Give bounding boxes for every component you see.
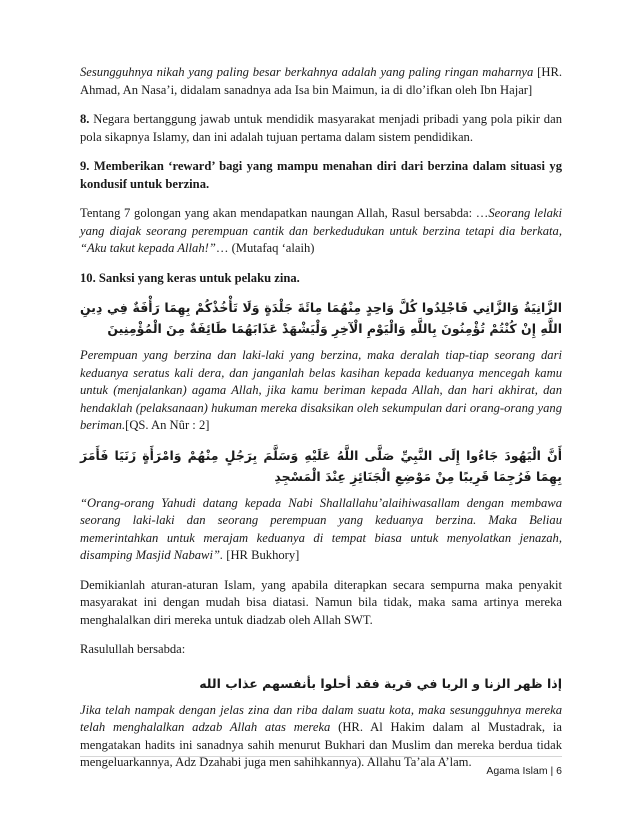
hadith-reference: … (Mutafaq ‘alaih) <box>215 241 315 255</box>
paragraph-verse-translation <box>80 347 562 435</box>
heading-point-9: 9. Memberikan ‘reward’ bagi yang mampu menahan diri dari berzina dalam situasi yg kondusif untuk berzina. <box>80 159 562 191</box>
arabic-hadith-rajam: أَنَّ الْيَهُودَ جَاءُوا إِلَى النَّبِيِّ صَلَّى اللَّهُ عَلَيْهِ وَسَلَّمَ بِرَجُلٍ مِنْهُمْ وَامْرَأَةٍ زَنَيَا فَأَمَرَ بِهِمَا فَرُجِمَا قَرِيبًا مِنْ مَوْضِعِ الْجَنَائِزِ عِنْدَ الْمَسْجِدِ <box>80 447 562 484</box>
hadith-quote: Seorang lelaki yang diajak seorang perempuan cantik dan berkedudukan untuk berzina tetapi dia berkata, “Aku takut kepada Allah!” <box>80 206 562 255</box>
heading-point-10: 10. Sanksi yang keras untuk pelaku zina. <box>80 270 300 285</box>
paragraph-point-8 <box>80 111 562 146</box>
hadith-reference: [HR Bukhory] <box>223 548 300 562</box>
hadith-translation: Sesungguhnya nikah yang paling besar berkahnya adalah yang paling ringan maharnya <box>80 65 534 79</box>
paragraph-conclusion: Demikianlah aturan-aturan Islam, yang apabila diterapkan secara sempurna maka penyakit masyarakat ini dengan mudah bisa diatasi. Namun bila tidak, maka sama artinya mereka menghalalkan diri mereka untuk diadzab oleh Allah SWT. <box>80 577 562 627</box>
hadith-translation: Jika telah nampak dengan jelas zina dan riba dalam suatu kota, maka sesungguhnya mereka telah menghalalkan adzab Allah atas mereka <box>80 702 562 734</box>
page-content <box>80 64 562 772</box>
paragraph-hadith-translation <box>80 495 562 565</box>
paragraph-hadith-mahar <box>80 64 562 99</box>
paragraph-final-hadith <box>80 702 562 772</box>
verse-translation: Perempuan yang berzina dan laki-laki yang berzina, maka deralah tiap-tiap seorang dari keduanya seratus kali dera, dan janganlah belas kasihan kepada keduanya mencegah kamu untuk (menjalankan) agama Allah, jika kamu beriman kepada Allah, dan hari akhirat, dan hendaklah (pelaksanaan) hukuman mereka disaksikan oleh sekumpulan dari orang-orang yang beriman. <box>80 348 562 432</box>
paragraph-seven-groups <box>80 205 562 258</box>
arabic-hadith-zina-riba: إذا ظهر الزنا و الربا في قرية فقد أحلوا بأنفسهم عذاب الله <box>199 675 562 691</box>
point-text: Negara bertanggung jawab untuk mendidik masyarakat menjadi pribadi yang pola pikir dan pola sikapnya Islamy, dan ini adalah tujuan pertama dalam sistem pendidikan. <box>80 112 562 144</box>
page-footer <box>80 756 562 777</box>
hadith-reference: (HR. Al Hakim dalam al Mustadrak, ia mengatakan hadits ini sanadnya sahih menurut Bukhari dan Muslim dan mereka berdua tidak mengeluarkannya, Adz Dzahabi juga men sahihkannya). Allahu Ta’ala A’lam. <box>80 720 562 769</box>
intro-text: Tentang 7 golongan yang akan mendapatkan naungan Allah, Rasul bersabda: … <box>80 206 489 220</box>
arabic-verse-annur: الزَّانِيَةُ وَالزَّانِي فَاجْلِدُوا كُلَّ وَاحِدٍ مِنْهُمَا مِائَةَ جَلْدَةٍ وَلَا تَأْخُذْكُمْ بِهِمَا رَأْفَةٌ فِي دِينِ اللَّهِ إِنْ كُنْتُمْ تُؤْمِنُونَ بِاللَّهِ وَالْيَوْمِ الْآخِرِ وَلْيَشْهَدْ عَذَابَهُمَا طَائِفَةٌ مِنَ الْمُؤْمِنِينَ <box>80 300 562 336</box>
hadith-reference: [HR. Ahmad, An Nasa’i, didalam sanadnya ada Isa bin Maimun, ia di dlo’ifkan oleh Ibn Hajar] <box>80 65 562 97</box>
footer-page-label: Agama Islam | 6 <box>486 765 562 777</box>
paragraph-rasul-said: Rasulullah bersabda: <box>80 642 186 656</box>
verse-reference: [QS. An Nûr : 2] <box>125 418 210 432</box>
point-number: 8. <box>80 112 90 126</box>
hadith-translation: “Orang-orang Yahudi datang kepada Nabi Shallallahu’alaihiwasallam dengan membawa seorang laki-laki dan seorang perempuan yang keduanya berzina. Maka Beliau memerintahkan untuk merajam keduanya di tempat biasa untuk menyolatkan jenazah, disamping Masjid Nabawi”. <box>80 495 562 562</box>
